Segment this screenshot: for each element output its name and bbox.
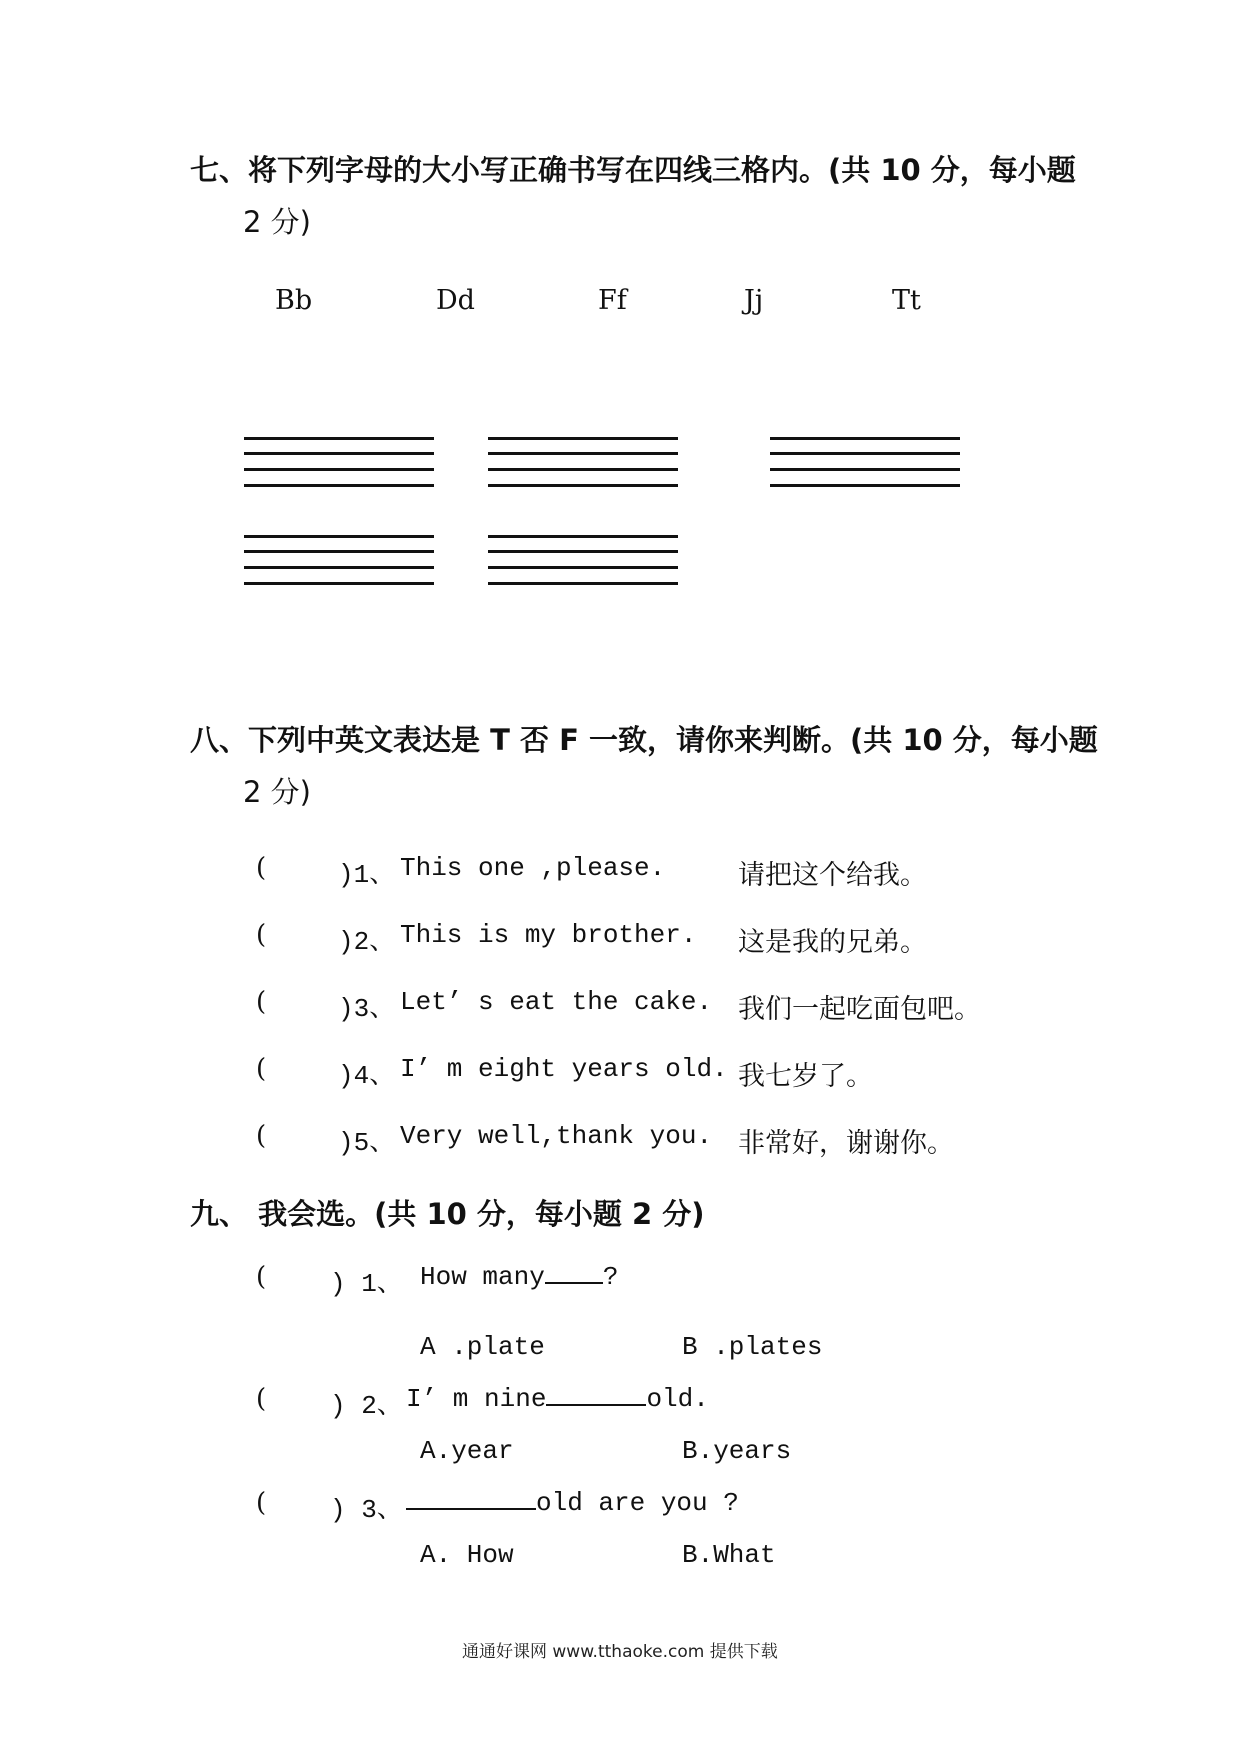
chinese-sentence: 非常好，谢谢你。 <box>738 1128 954 1159</box>
question-text <box>406 1384 709 1414</box>
writing-grid[interactable] <box>244 437 434 489</box>
question-before-blank: I’ m nine <box>406 1384 547 1414</box>
item-number: )5、 <box>338 1128 396 1158</box>
section8-heading: 八、下列中英文表达是 T 否 F 一致，请你来判断。(共 10 分，每小题 <box>190 723 1098 757</box>
question-number: ) 1、 <box>330 1269 403 1299</box>
footer-credit: 通通好课网 www.tthaoke.com 提供下载 <box>462 1642 778 1662</box>
answer-paren-open[interactable]: ( <box>256 987 267 1017</box>
question-after-blank: old are you ? <box>536 1488 739 1518</box>
question-after-blank: old. <box>646 1384 709 1414</box>
option-b[interactable]: B.What <box>682 1540 776 1570</box>
option-b[interactable]: B.years <box>682 1436 792 1466</box>
section7-heading: 七、将下列字母的大小写正确书写在四线三格内。(共 10 分，每小题 <box>190 153 1076 187</box>
answer-paren-open[interactable]: ( <box>256 853 267 883</box>
question-after-blank: ? <box>602 1262 619 1292</box>
writing-grid[interactable] <box>488 437 678 489</box>
option-b[interactable]: B .plates <box>682 1332 823 1362</box>
english-sentence: This is my brother. <box>400 920 697 950</box>
letter-jj: Jj <box>744 285 764 316</box>
option-a[interactable]: A.year <box>420 1436 514 1466</box>
item-number: )2、 <box>338 927 396 957</box>
english-sentence: Let’ s eat the cake. <box>400 987 713 1017</box>
section8-heading-cont: 2 分) <box>243 775 311 809</box>
answer-paren-open[interactable]: ( <box>256 1262 267 1292</box>
english-sentence: I’ m eight years old. <box>400 1054 728 1084</box>
option-a[interactable]: A. How <box>420 1540 514 1570</box>
question-number: ) 2、 <box>330 1391 403 1421</box>
answer-paren-open[interactable]: ( <box>256 920 267 950</box>
english-sentence: Very well,thank you. <box>400 1121 713 1151</box>
answer-blank[interactable] <box>546 1404 646 1406</box>
chinese-sentence: 我七岁了。 <box>738 1061 873 1092</box>
question-text <box>420 1262 618 1292</box>
answer-paren-open[interactable]: ( <box>256 1121 267 1151</box>
chinese-sentence: 我们一起吃面包吧。 <box>738 994 981 1025</box>
section7-heading-cont: 2 分) <box>243 205 311 239</box>
option-a[interactable]: A .plate <box>420 1332 545 1362</box>
letter-dd: Dd <box>436 285 475 316</box>
item-number: )1、 <box>338 860 396 890</box>
english-sentence: This one ,please. <box>400 853 666 883</box>
item-number: )4、 <box>338 1061 396 1091</box>
letter-ff: Ff <box>598 285 627 316</box>
answer-paren-open[interactable]: ( <box>256 1488 267 1518</box>
chinese-sentence: 这是我的兄弟。 <box>738 927 927 958</box>
answer-paren-open[interactable]: ( <box>256 1054 267 1084</box>
answer-blank[interactable] <box>406 1508 536 1510</box>
question-number: ) 3、 <box>330 1495 403 1525</box>
question-before-blank: How many <box>420 1262 545 1292</box>
question-text <box>406 1488 739 1518</box>
chinese-sentence: 请把这个给我。 <box>738 860 927 891</box>
letter-bb: Bb <box>275 285 313 316</box>
letter-tt: Tt <box>892 285 921 316</box>
writing-grid[interactable] <box>488 535 678 587</box>
section9-heading: 九、 我会选。(共 10 分，每小题 2 分) <box>190 1197 705 1231</box>
writing-grid[interactable] <box>770 437 960 489</box>
writing-grid[interactable] <box>244 535 434 587</box>
item-number: )3、 <box>338 994 396 1024</box>
answer-paren-open[interactable]: ( <box>256 1384 267 1414</box>
answer-blank[interactable] <box>545 1282 603 1284</box>
